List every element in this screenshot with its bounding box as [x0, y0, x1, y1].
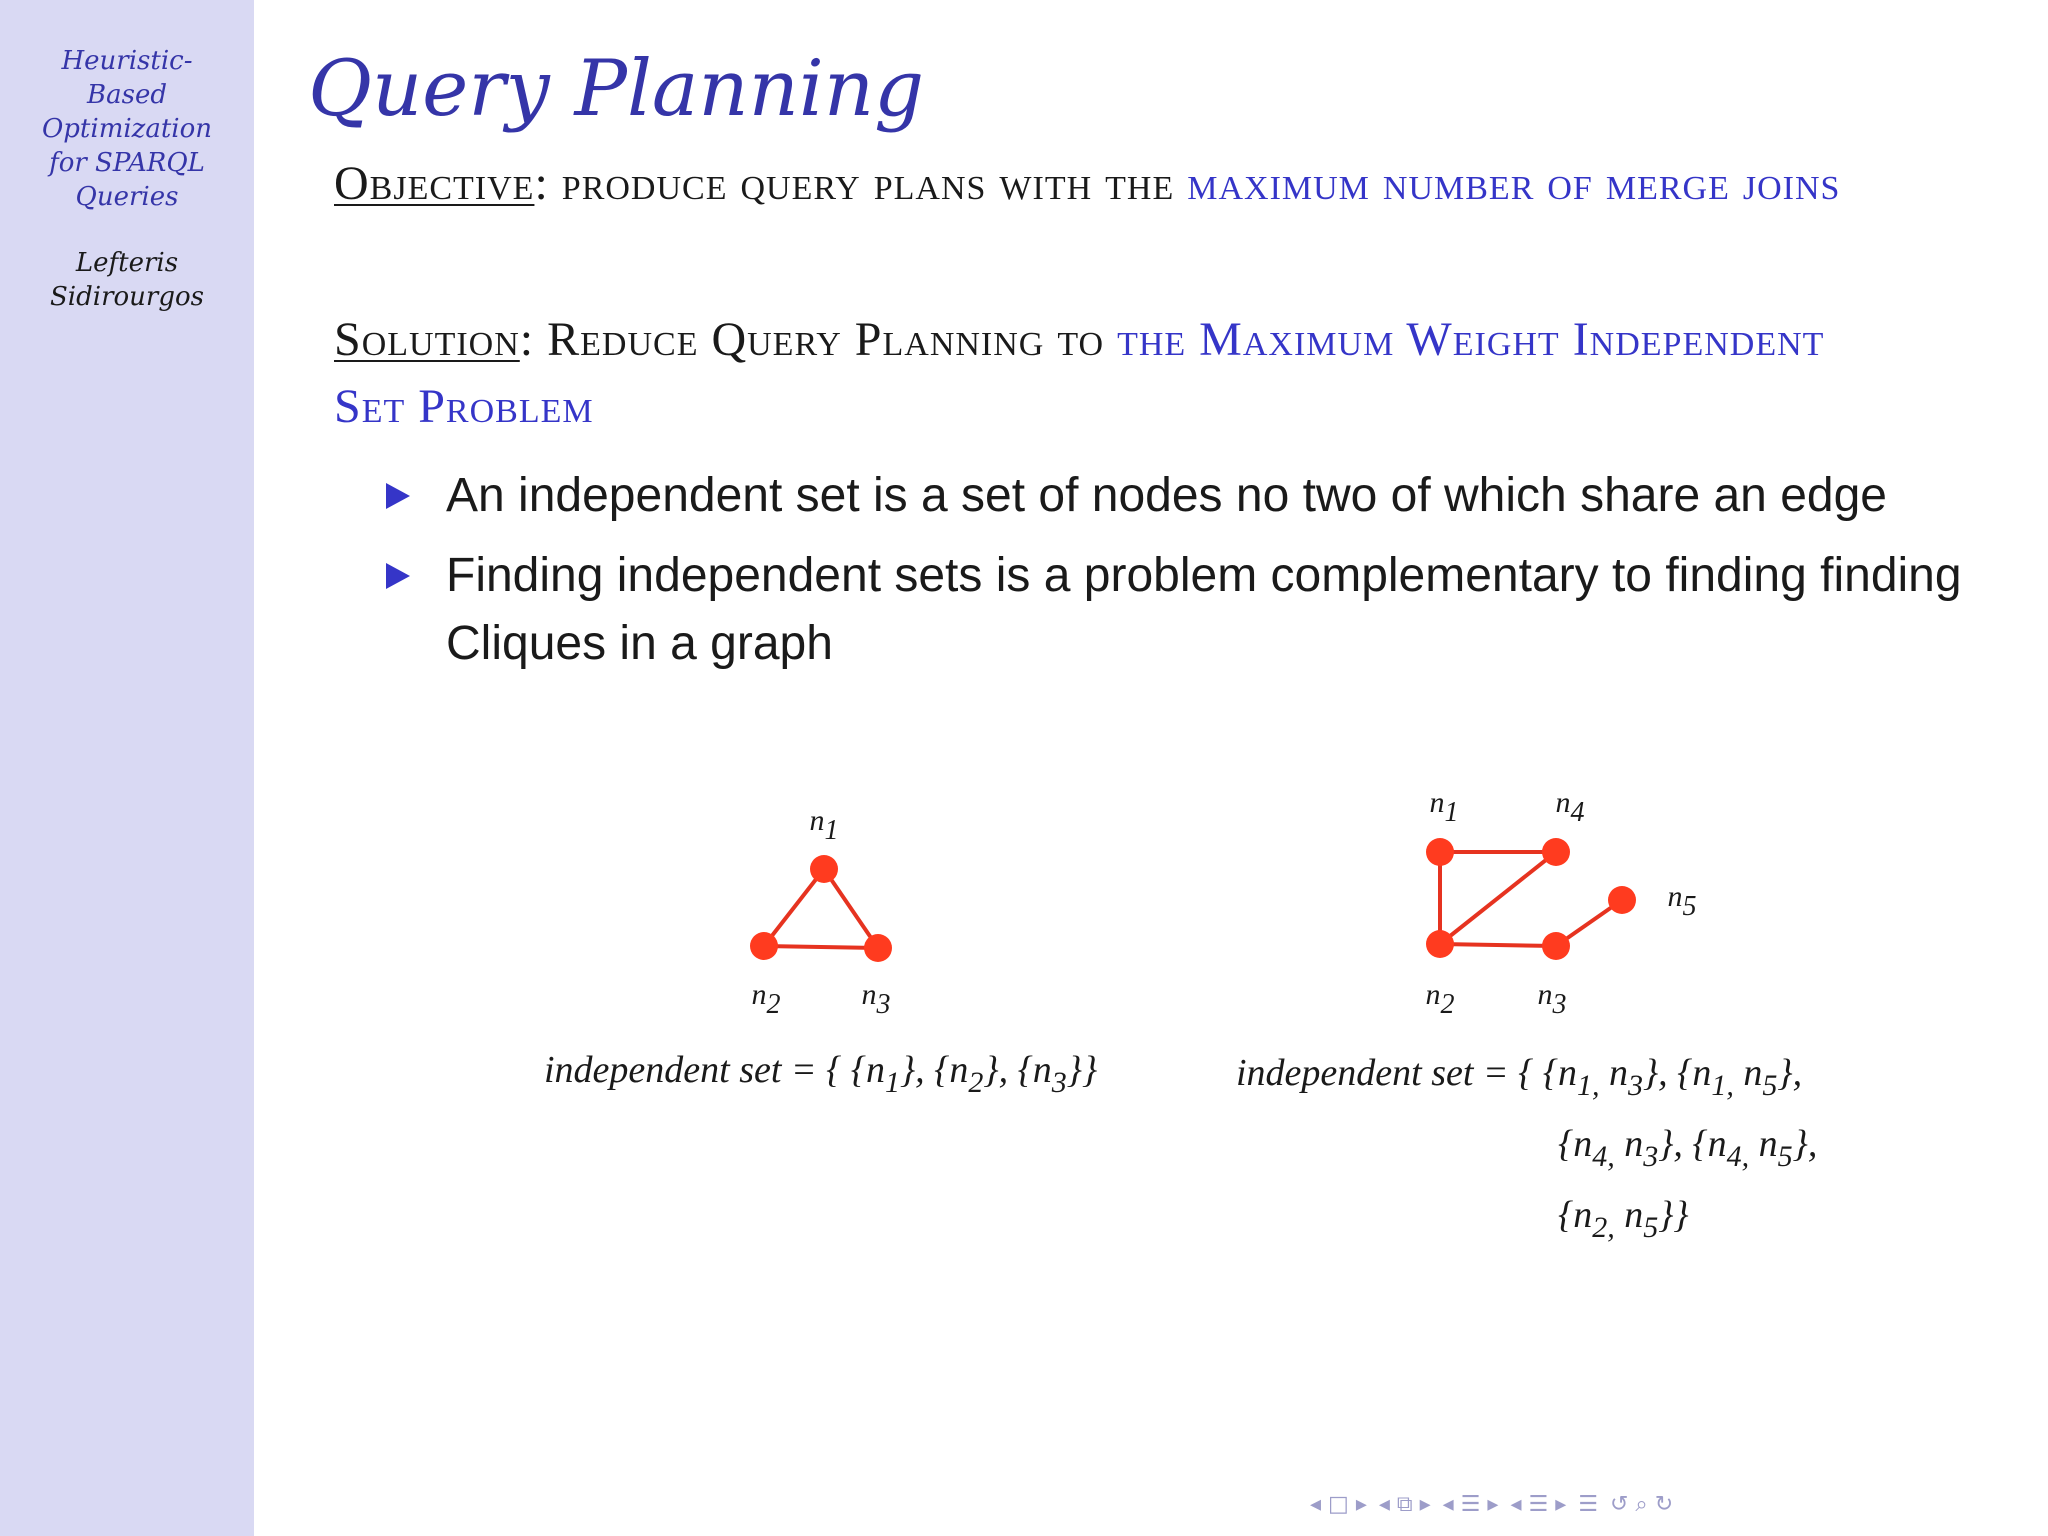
set-element: $n_{1,}$: [1557, 1052, 1600, 1102]
graph-node-label: n2: [751, 978, 781, 1020]
graph-node-n1: [810, 855, 838, 883]
graph-edge: [764, 946, 878, 948]
graph-node-n1: [1426, 838, 1454, 866]
graph-node-n3: [864, 934, 892, 962]
set-element: $n_5$: [1624, 1194, 1659, 1244]
nav-section-icon[interactable]: ◂ ☰ ▸: [1442, 1492, 1499, 1517]
nav-frame-icon[interactable]: ◂ ⧉ ▸: [1378, 1492, 1431, 1517]
graph-edge: [764, 869, 824, 946]
sidebar-title-line: Queries: [75, 182, 179, 212]
graph-edge: [824, 869, 878, 948]
sidebar-author-line: Lefteris: [75, 248, 179, 278]
set-braces: {$n_{2,}$ $n_5$}: [1558, 1194, 1674, 1244]
sidebar-title-line: Optimization: [41, 114, 213, 144]
graph-node-n2: [1426, 930, 1454, 958]
bullet-text: Finding independent sets is a problem complementary to finding finding Cliques in a graph: [446, 549, 1962, 670]
sidebar-title-line: Heuristic-: [61, 46, 193, 76]
caption-label: independent set = {: [544, 1049, 851, 1091]
caption-line: independent set = { {$n_{1,}$ $n_3$}, {$n_{1,}$ $n_5$},: [1236, 1052, 1803, 1102]
set-element: $n_{4,}$: [1573, 1123, 1615, 1173]
set-braces: $\{n_1\}$: [850, 1049, 916, 1099]
solution-label: Solution: [334, 313, 520, 366]
objective-label: Objective: [334, 157, 535, 210]
set-element: $n_5$: [1758, 1123, 1793, 1173]
set-braces: $\{n_2\}$: [934, 1049, 999, 1099]
solution-colon: :: [519, 313, 548, 366]
sidebar-title-line: for SPARQL: [49, 148, 205, 178]
set-element: $n_3$: [1624, 1123, 1659, 1173]
set-element: $n_{2,}$: [1573, 1194, 1615, 1244]
set-element: $n_{1,}$: [1692, 1052, 1734, 1102]
caption-line: {$n_{2,}$ $n_5$}}: [1558, 1194, 1689, 1244]
graph-node-label: n1: [809, 804, 839, 846]
nav-first-icon[interactable]: ◂ □ ▸: [1310, 1492, 1367, 1517]
caption-line: {$n_{4,}$ $n_3$}, {$n_{4,}$ $n_5$},: [1558, 1123, 1818, 1173]
graph-node-label: n4: [1555, 786, 1585, 828]
independent-set-caption-2: [1236, 1044, 1817, 1257]
graph-node-n2: [750, 932, 778, 960]
nav-subsection-icon[interactable]: ◂ ☰ ▸: [1510, 1492, 1567, 1517]
set-braces: {$n_{4,}$ $n_5$}: [1692, 1123, 1808, 1173]
caption-label: independent set = {: [1236, 1052, 1543, 1094]
graph-node-label: n1: [1429, 786, 1459, 828]
graph-edge: [1440, 944, 1556, 946]
graph-node-label: n3: [861, 978, 891, 1020]
graph-node-label: n2: [1425, 978, 1455, 1020]
graph-node-label: n5: [1667, 880, 1697, 922]
set-element: $n_{4,}$: [1707, 1123, 1750, 1173]
solution-text: Reduce Query Planning to: [547, 313, 1105, 366]
sidebar-author-line: Sidirourgos: [50, 282, 204, 312]
set-braces: {$n_{1,}$ $n_5$}: [1677, 1052, 1793, 1102]
graph-node-label: n3: [1537, 978, 1567, 1020]
graph-node-n4: [1542, 838, 1570, 866]
nav-align-icon[interactable]: ☰: [1578, 1492, 1598, 1517]
set-braces: {$n_{1,}$ $n_3$}: [1542, 1052, 1659, 1102]
independent-set-caption-1: independent set = { $\{n_1\}$, $\{n_2\}$, $\{n_3\}$}: [544, 1049, 1098, 1099]
set-element: $n_2$: [949, 1049, 984, 1099]
graph-node-n3: [1542, 932, 1570, 960]
objective-text: produce query plans with the: [561, 157, 1175, 210]
graph-edge: [1440, 852, 1556, 944]
set-braces: {$n_{4,}$ $n_3$}: [1558, 1123, 1674, 1173]
set-element: $n_1$: [865, 1049, 900, 1099]
solution-highlight: the Maximum Weight Independent Set Problem: [334, 313, 1825, 433]
set-braces: $\{n_3\}$: [1017, 1049, 1082, 1099]
objective-highlight: maximum number of merge joins: [1187, 157, 1841, 210]
graph-node-n5: [1608, 886, 1636, 914]
objective-colon: :: [534, 157, 562, 210]
set-element: $n_3$: [1032, 1049, 1067, 1099]
slide-title: Query Planning: [308, 44, 925, 134]
set-element: $n_3$: [1608, 1052, 1643, 1102]
set-element: $n_5$: [1743, 1052, 1778, 1102]
bullet-text: An independent set is a set of nodes no two of which share an edge: [446, 469, 1887, 522]
sidebar-title-line: Based: [87, 80, 167, 110]
nav-search-icon[interactable]: ↺ ⌕ ↻: [1609, 1492, 1674, 1517]
beamer-navigation-bar: [1310, 1488, 2030, 1522]
